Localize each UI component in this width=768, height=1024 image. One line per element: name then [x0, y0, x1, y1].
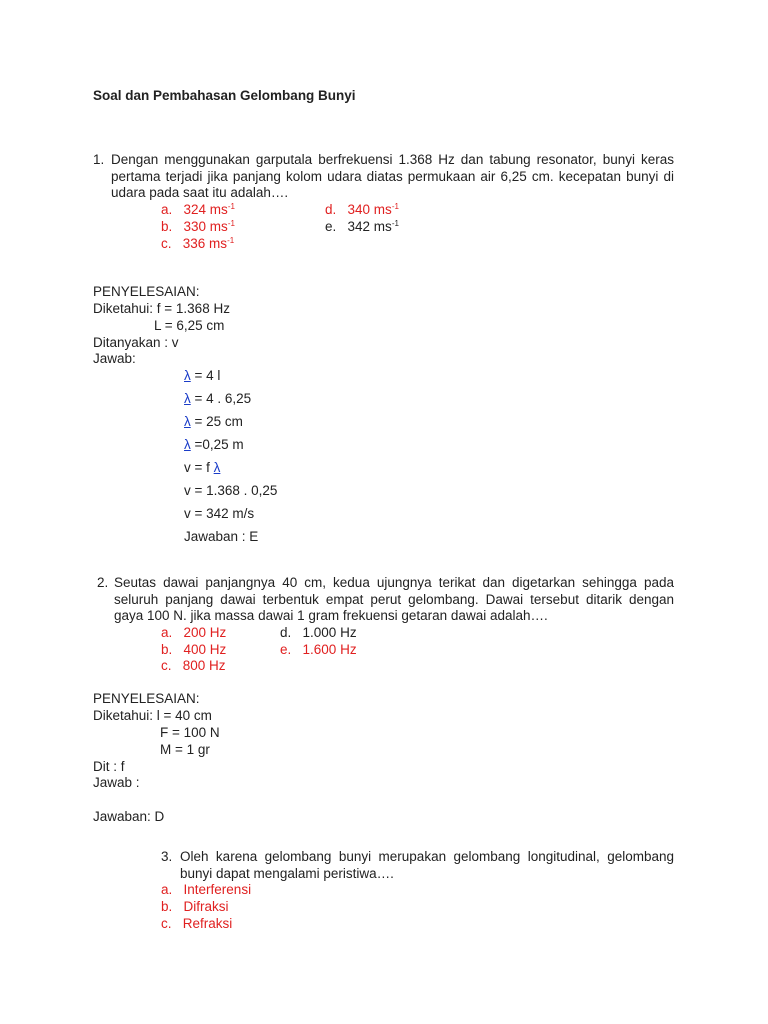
q1-final-answer: Jawaban : E — [184, 529, 259, 544]
q1-number: 1. — [93, 152, 105, 167]
option-value: 1.000 Hz — [302, 625, 357, 640]
option-value: 800 Hz — [182, 658, 226, 673]
q2-solution-heading: PENYELESAIAN: — [93, 691, 200, 706]
option-value: 336 ms — [182, 236, 228, 251]
q1-text: Dengan menggunakan garputala berfrekuensi 1.368 Hz dan tabung resonator, bunyi keras pertama terjadi jika panjang kolom udara diatas permukaan air 6,25 cm. kecepatan bunyi di udara pada saat itu adalah…. — [111, 152, 674, 200]
option-value: 342 ms — [347, 219, 392, 234]
lambda-link[interactable]: λ — [213, 460, 221, 475]
option-letter: c. — [161, 236, 172, 251]
option-value: 200 Hz — [183, 625, 227, 640]
q1-option-d — [325, 202, 399, 218]
q2-known-3: M = 1 gr — [160, 742, 210, 757]
q2-option-a — [161, 625, 226, 641]
option-exponent: -1 — [227, 236, 235, 245]
q2-known-2: F = 100 N — [160, 725, 220, 740]
option-exponent: -1 — [227, 219, 235, 228]
q1-option-a — [161, 202, 235, 218]
q3-text: Oleh karena gelombang bunyi merupakan gelombang longitudinal, gelombang bunyi dapat mengalami peristiwa…. — [180, 849, 674, 881]
option-value: Interferensi — [183, 882, 252, 897]
q1-option-b — [161, 219, 235, 235]
q3-option-a — [161, 882, 251, 898]
step-text: v = f — [184, 460, 214, 475]
lambda-link[interactable]: λ — [184, 437, 191, 452]
option-value: 400 Hz — [183, 642, 227, 657]
q3-option-b — [161, 899, 229, 915]
q1-known-2: L = 6,25 cm — [154, 318, 225, 333]
q1-solution-heading: PENYELESAIAN: — [93, 284, 200, 299]
option-letter: b. — [161, 899, 173, 914]
option-value: 340 ms — [347, 202, 392, 217]
option-value: Refraksi — [182, 916, 233, 931]
q1-known-1: Diketahui: f = 1.368 Hz — [93, 301, 230, 316]
q3-option-c — [161, 916, 232, 932]
step-text: =0,25 m — [190, 437, 244, 452]
q1-option-e — [325, 219, 399, 235]
option-exponent: -1 — [391, 219, 399, 228]
option-letter: c. — [161, 916, 172, 931]
step-text: = 25 cm — [190, 414, 243, 429]
q1-asked: Ditanyakan : v — [93, 335, 179, 350]
option-exponent: -1 — [227, 202, 235, 211]
option-letter: c. — [161, 658, 172, 673]
q2-option-d — [280, 625, 357, 641]
option-letter: a. — [161, 882, 173, 897]
lambda-link[interactable]: λ — [184, 391, 191, 406]
q2-option-b — [161, 642, 226, 658]
option-letter: e. — [325, 219, 337, 234]
q2-option-e — [280, 642, 357, 658]
lambda-link[interactable]: λ — [184, 414, 191, 429]
q1-step-1 — [184, 368, 220, 384]
lambda-link[interactable]: λ — [184, 368, 191, 383]
q1-step-5 — [184, 460, 220, 476]
q2-text — [114, 575, 674, 625]
q1-step-2 — [184, 391, 251, 407]
q2-final-answer: Jawaban: D — [93, 809, 165, 824]
option-letter: b. — [161, 219, 173, 234]
option-letter: b. — [161, 642, 173, 657]
q1-option-c — [161, 236, 234, 252]
q2-option-c — [161, 658, 226, 674]
step-text: = 4 l — [190, 368, 221, 383]
option-letter: d. — [325, 202, 337, 217]
q2-known-1: Diketahui: l = 40 cm — [93, 708, 212, 723]
option-exponent: -1 — [391, 202, 399, 211]
q1-step-7: v = 342 m/s — [184, 506, 255, 521]
q3-number: 3. — [161, 849, 173, 864]
document-title: Soal dan Pembahasan Gelombang Bunyi — [93, 88, 356, 103]
option-value: Difraksi — [183, 899, 229, 914]
option-value: 1.600 Hz — [302, 642, 357, 657]
q1-step-6: v = 1.368 . 0,25 — [184, 483, 278, 498]
option-value: 324 ms — [183, 202, 228, 217]
option-letter: d. — [280, 625, 292, 640]
q2-asked: Dit : f — [93, 759, 125, 774]
q2-answer-label: Jawab : — [93, 775, 140, 790]
q2-text-content: Seutas dawai panjangnya 40 cm, kedua ujungnya terikat dan digetarkan sehingga pada seluruh panjang dawai terbentuk empat perut gelombang. Dawai tersebut ditarik dengan gaya 100 N. jika massa dawai 1 gram frekuensi getaran dawai adalah…. — [114, 575, 674, 623]
q1-answer-label: Jawab: — [93, 351, 136, 366]
option-letter: a. — [161, 625, 173, 640]
q2-number: 2. — [97, 575, 109, 590]
option-letter: e. — [280, 642, 292, 657]
q1-step-3 — [184, 414, 243, 430]
option-letter: a. — [161, 202, 173, 217]
option-value: 330 ms — [183, 219, 228, 234]
step-text: = 4 . 6,25 — [190, 391, 252, 406]
q1-step-4 — [184, 437, 244, 453]
